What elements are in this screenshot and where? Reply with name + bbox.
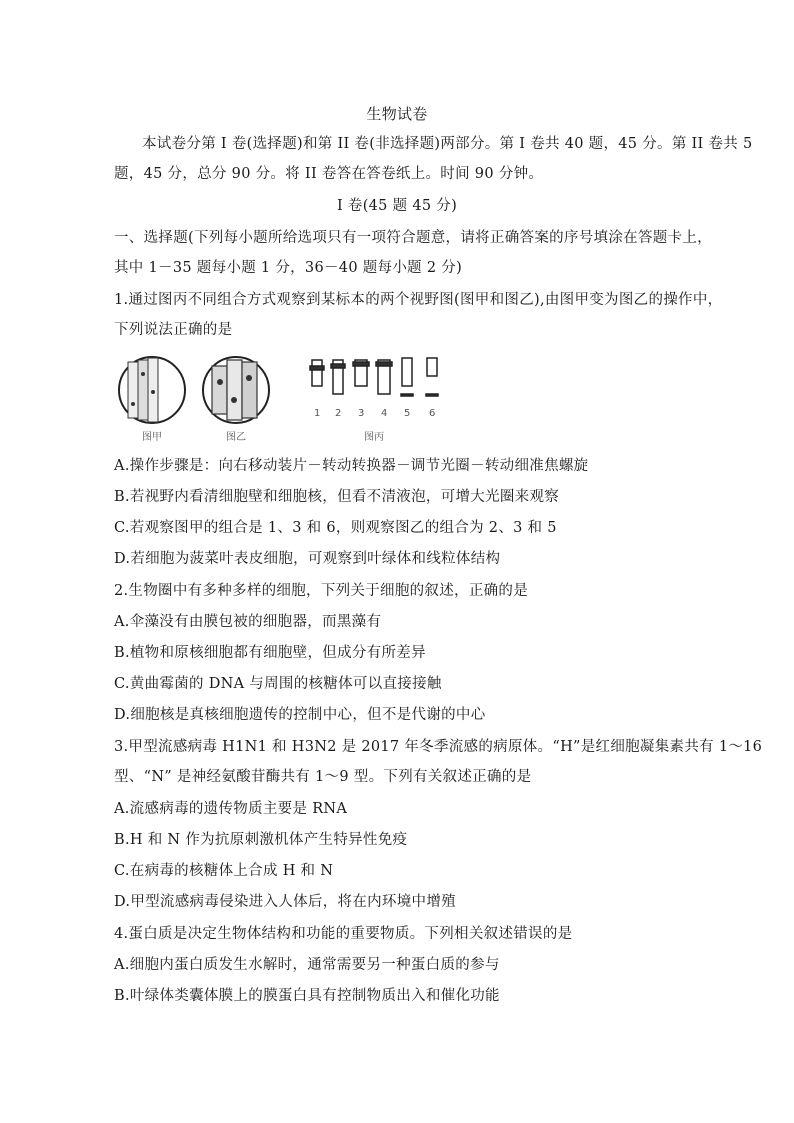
q4-option-b: B.叶绿体类囊体膜上的膜蛋白具有控制物质出入和催化功能 [114,988,500,1004]
q2-option-b: B.植物和原核细胞都有细胞壁，但成分有所差异 [114,645,426,661]
instructions-line-2: 其中 1－35 题每小题 1 分，36－40 题每小题 2 分) [114,260,463,276]
q3-stem-line-1: 3.甲型流感病毒 H1N1 和 H3N2 是 2017 年冬季流感的病原体。“H”是红细胞凝集素共有 1～16 [114,739,763,755]
lens-number-5: 5 [404,408,411,419]
q1-stem-line-1: 1.通过图丙不同组合方式观察到某标本的两个视野图(图甲和图乙),由图甲变为图乙的操作中， [114,292,723,308]
lens-number-4: 4 [381,408,388,419]
microscope-diagram [114,352,454,444]
lens-number-2: 2 [335,408,342,419]
q3-option-b: B.H 和 N 作为抗原刺激机体产生特异性免疫 [114,832,408,848]
q1-figure [114,352,454,444]
q3-option-d: D.甲型流感病毒侵染进入人体后，将在内环境中增殖 [114,894,456,910]
q2-option-a: A.伞藻没有由膜包被的细胞器，而黑藻有 [114,614,382,630]
q1-option-b: B.若视野内看清细胞壁和细胞核，但看不清液泡，可增大光圈来观察 [114,489,560,505]
lens-set [310,358,438,396]
intro-line-1: 本试卷分第 I 卷(选择题)和第 II 卷(非选择题)两部分。第 I 卷共 40 题，45 分。第 II 卷共 5 [142,136,753,152]
q3-option-a: A.流感病毒的遗传物质主要是 RNA [114,801,348,817]
field-of-view-a [119,357,185,423]
figure-label-a: 图甲 [142,432,162,443]
lens-number-1: 1 [314,408,321,419]
q1-stem-line-2: 下列说法正确的是 [114,322,233,338]
q3-option-c: C.在病毒的核糖体上合成 H 和 N [114,863,334,879]
figure-label-b: 图乙 [226,432,246,443]
section-title: I 卷(45 题 45 分) [336,198,458,214]
figure-label-c: 图丙 [364,432,384,443]
q4-option-a: A.细胞内蛋白质发生水解时，通常需要另一种蛋白质的参与 [114,957,500,973]
page-title: 生物试卷 [366,105,428,123]
q1-option-a: A.操作步骤是：向右移动装片－转动转换器－调节光圈－转动细准焦螺旋 [114,458,589,474]
q1-option-c: C.若观察图甲的组合是 1、3 和 6，则观察图乙的组合为 2、3 和 5 [114,520,557,536]
intro-line-2: 题，45 分，总分 90 分。将 II 卷答在答卷纸上。时间 90 分钟。 [114,166,544,182]
field-of-view-b [203,357,269,423]
q1-option-d: D.若细胞为菠菜叶表皮细胞，可观察到叶绿体和线粒体结构 [114,551,501,567]
instructions-line-1: 一、选择题(下列每小题所给选项只有一项符合题意，请将正确答案的序号填涂在答题卡上， [114,230,712,246]
q2-option-d: D.细胞核是真核细胞遗传的控制中心，但不是代谢的中心 [114,707,486,723]
q2-option-c: C.黄曲霉菌的 DNA 与周围的核糖体可以直接接触 [114,676,442,692]
q3-stem-line-2: 型、“N” 是神经氨酸苷酶共有 1～9 型。下列有关叙述正确的是 [114,769,532,785]
lens-number-3: 3 [358,408,365,419]
q2-stem: 2.生物圈中有多种多样的细胞，下列关于细胞的叙述，正确的是 [114,583,529,599]
lens-number-6: 6 [429,408,436,419]
q4-stem: 4.蛋白质是决定生物体结构和功能的重要物质。下列相关叙述错误的是 [114,926,573,942]
